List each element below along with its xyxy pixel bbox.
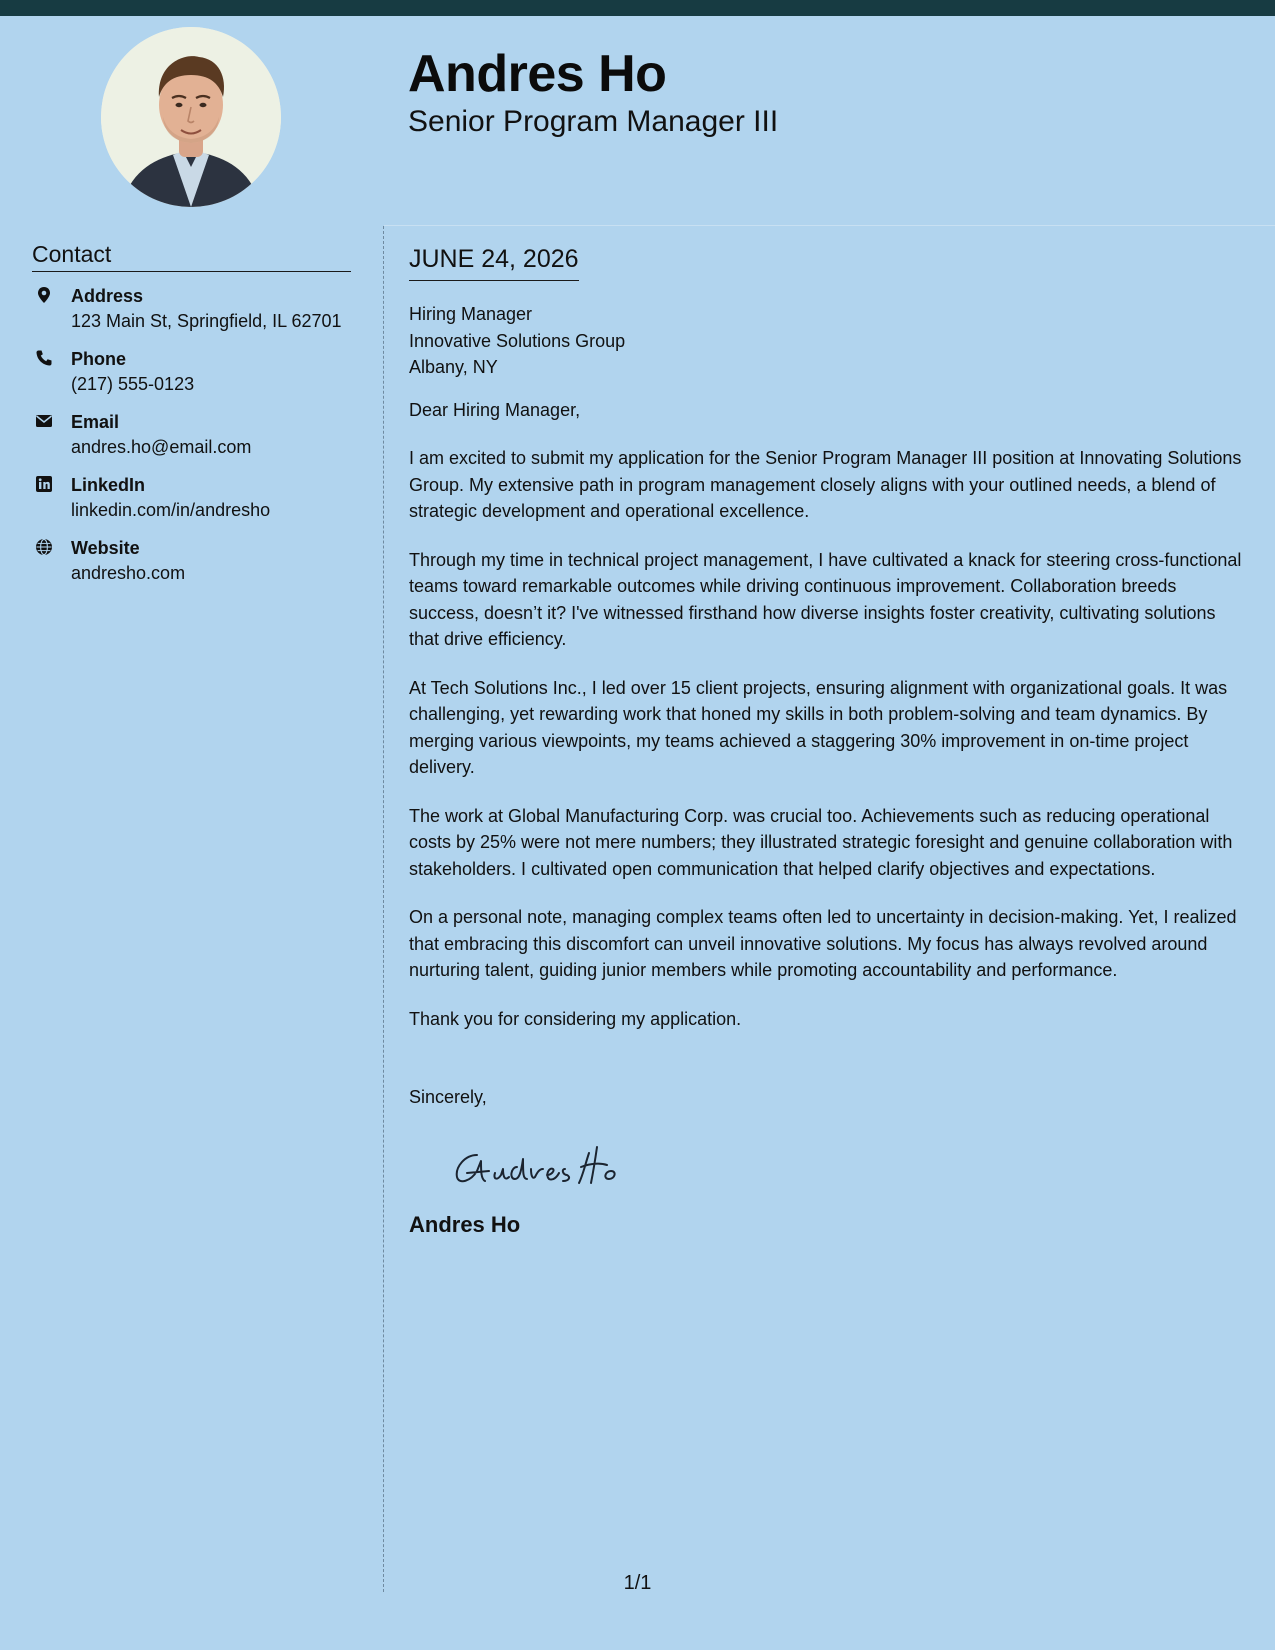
website-value: andresho.com [71, 563, 186, 583]
address-value: 123 Main St, Springfield, IL 62701 [71, 311, 342, 331]
letter-paragraph: The work at Global Manufacturing Corp. was crucial too. Achievements such as reducing operational costs by 25% were not mere numbers; they illustrated strategic foresight and genuine collaboration with stakeholders. I cultivated open communication that helped clarify objectives and expectations. [409, 805, 1233, 879]
closing: Sincerely, [409, 1087, 487, 1107]
handwritten-signature [447, 1133, 687, 1193]
contact-label: LinkedIn [71, 475, 146, 495]
linkedin-value: linkedin.com/in/andresho [71, 500, 271, 520]
column-divider [383, 226, 384, 1592]
letter-date: JUNE 24, 2026 [409, 244, 579, 281]
contact-label: Website [71, 538, 140, 558]
recipient-line: Innovative Solutions Group [409, 330, 626, 351]
contact-item-website [32, 536, 351, 587]
recipient-line: Hiring Manager [409, 304, 533, 324]
phone-value: (217) 555-0123 [71, 374, 195, 394]
salutation: Dear Hiring Manager, [409, 399, 581, 420]
contact-item-phone [32, 347, 351, 398]
letter-paragraph: At Tech Solutions Inc., I led over 15 client projects, ensuring alignment with organizational goals. It was challenging, yet rewarding work that honed my skills in both problem-solving and team dynamics. By merging various viewpoints, my teams achieved a staggering 30% improvement in on-time project delivery. [409, 677, 1228, 777]
contact-item-linkedin [32, 473, 351, 524]
applicant-name: Andres Ho [408, 45, 667, 103]
contact-item-email [32, 410, 351, 461]
globe-icon [35, 538, 53, 556]
cover-letter-body [409, 244, 1249, 1240]
contact-label: Email [71, 412, 120, 432]
letter-paragraph: I am excited to submit my application for the Senior Program Manager III position at Innovating Solutions Group. My extensive path in program management closely aligns with your outlined needs, a blend of strategic development and operational excellence. [409, 448, 1242, 521]
recipient-block [409, 301, 1249, 381]
letter-paragraph: Thank you for considering my application. [409, 1008, 742, 1029]
header-divider [384, 225, 1275, 226]
contact-item-address [32, 284, 351, 335]
recipient-line: Albany, NY [409, 357, 498, 377]
contact-label: Phone [71, 349, 127, 369]
top-accent-bar [0, 0, 1275, 16]
location-pin-icon [35, 286, 53, 304]
page-number: 1/1 [623, 1572, 652, 1594]
signoff-name: Andres Ho [409, 1212, 521, 1237]
letter-paragraph: On a personal note, managing complex teams often led to uncertainty in decision-making. Yet, I realized that embracing this discomfort can unveil innovative solutions. My focus has always revolved around nurturing talent, guiding junior members while promoting accountability and performance. [409, 907, 1237, 980]
contact-label: Address [71, 286, 144, 306]
letter-paragraph: Through my time in technical project management, I have cultivated a knack for steering cross-functional teams toward remarkable outcomes while driving continuous improvement. Collaboration breeds success, doesn’t it? I've witnessed firsthand how diverse insights foster creativity, cultivating solutions that drive efficiency. [409, 549, 1242, 649]
envelope-icon [35, 412, 53, 430]
email-value: andres.ho@email.com [71, 437, 252, 457]
applicant-job-title: Senior Program Manager III [408, 105, 779, 138]
profile-photo [101, 27, 281, 207]
contact-section [32, 238, 351, 587]
linkedin-icon [35, 475, 53, 493]
phone-icon [35, 349, 53, 367]
contact-heading: Contact [32, 238, 351, 272]
